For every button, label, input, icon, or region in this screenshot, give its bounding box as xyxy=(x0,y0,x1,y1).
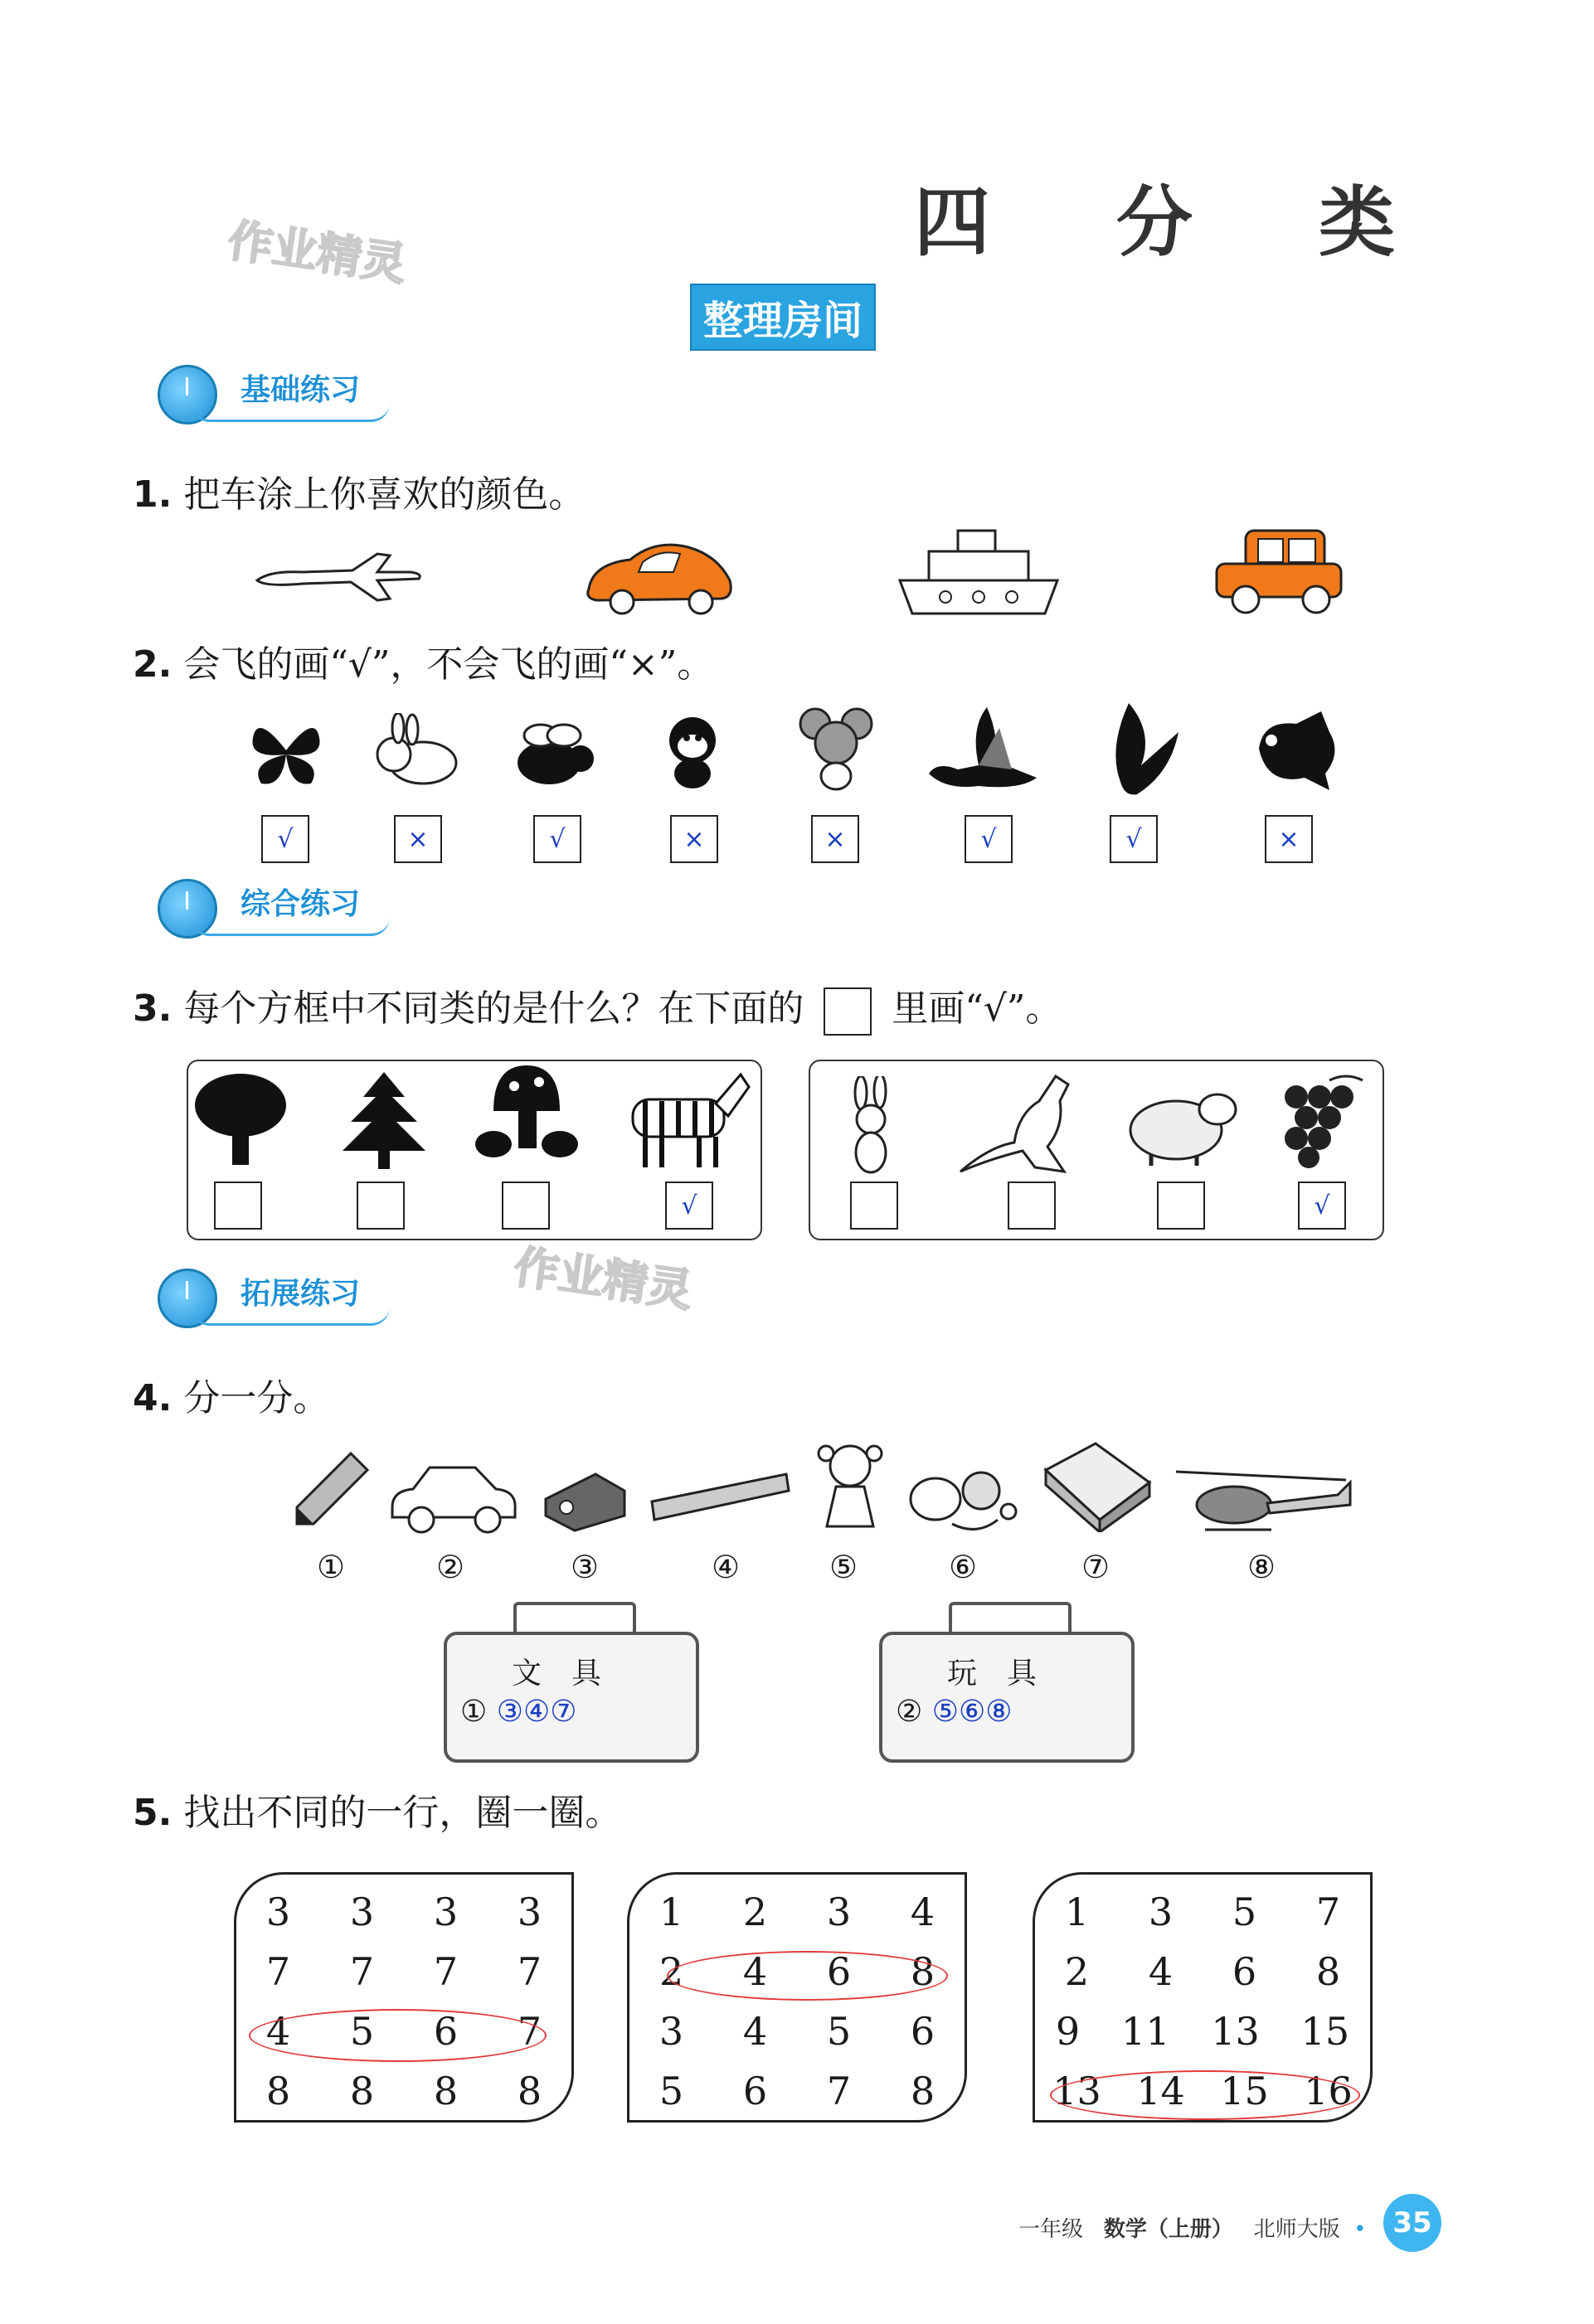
unit-title: 四 分 类 xyxy=(913,178,1445,267)
number-row[interactable]: 5 6 7 8 xyxy=(658,2069,936,2113)
mouse-icon xyxy=(795,703,877,794)
swallow-icon xyxy=(1093,696,1184,800)
tree-icon xyxy=(191,1070,290,1169)
section-label: 拓展练习 xyxy=(241,1277,361,1311)
sheep-icon xyxy=(1124,1078,1240,1169)
pine-tree-icon xyxy=(336,1065,431,1173)
answer-box[interactable]: √ xyxy=(533,815,581,863)
lesson-title: 整理房间 xyxy=(690,284,876,351)
pencil-icon xyxy=(290,1447,373,1530)
item-label: ⑥ xyxy=(949,1549,978,1585)
number-row[interactable]: 1 3 5 7 xyxy=(1064,1890,1341,1934)
answer-box[interactable] xyxy=(1008,1181,1056,1230)
edition: 北师大版 xyxy=(1253,2217,1340,2242)
number-row[interactable]: 2 4 6 8 xyxy=(658,1949,936,1994)
item-label: ⑤ xyxy=(829,1549,858,1585)
answer-circle xyxy=(249,2009,547,2062)
section-badge-basic xyxy=(133,355,406,429)
watermark: 作业精灵 xyxy=(225,214,410,291)
number-row[interactable]: 13 14 15 16 xyxy=(1052,2069,1353,2113)
answer-box[interactable] xyxy=(357,1181,405,1230)
sharpener-icon xyxy=(539,1463,630,1534)
bee-icon xyxy=(508,717,599,792)
footer: 一年级 数学（上册） 北师大版 • xyxy=(1018,2217,1367,2242)
given-item: ② xyxy=(896,1695,923,1729)
question-2: 2. 会飞的画“√”，不会飞的画“×”。 xyxy=(133,643,714,686)
toys-case xyxy=(879,1632,1135,1763)
answer-box[interactable]: √ xyxy=(261,815,309,863)
doll-icon xyxy=(809,1434,892,1538)
section-badge-comprehensive xyxy=(133,869,406,944)
car-icon[interactable] xyxy=(1213,518,1345,618)
answer-box[interactable] xyxy=(214,1181,262,1230)
number-row[interactable]: 3 4 5 6 xyxy=(658,2009,936,2054)
number-row[interactable]: 8 8 8 8 xyxy=(265,2069,542,2113)
number-box-3 xyxy=(1033,1872,1373,2123)
number-row[interactable]: 3 3 3 3 xyxy=(265,1890,542,1934)
number-row[interactable]: 2 4 6 8 xyxy=(1064,1949,1341,1994)
goose-icon xyxy=(921,701,1045,800)
watermark: 作业精灵 xyxy=(511,1240,696,1317)
number-box-2 xyxy=(627,1872,967,2123)
answer-box[interactable]: × xyxy=(1265,815,1313,863)
toy-chick-icon xyxy=(900,1451,1024,1542)
rabbit-icon xyxy=(369,709,460,792)
butterfly-icon xyxy=(245,709,328,792)
answer-box[interactable]: √ xyxy=(1298,1181,1346,1230)
answer-box[interactable]: √ xyxy=(965,815,1013,863)
toy-car-icon xyxy=(381,1455,522,1538)
stationery-case xyxy=(444,1632,699,1763)
ship-icon xyxy=(896,518,1062,622)
question-3: 3. 每个方框中不同类的是什么？在下面的 里画“√”。 xyxy=(133,978,1062,1036)
kangaroo-icon xyxy=(954,1065,1086,1177)
car-icon[interactable] xyxy=(581,531,738,622)
ruler-icon xyxy=(647,1468,792,1526)
answer-box[interactable] xyxy=(502,1181,550,1230)
page-number: 35 xyxy=(1383,2194,1441,2252)
answer-box[interactable]: √ xyxy=(1110,815,1158,863)
number-row[interactable]: 9 11 13 15 xyxy=(1055,2009,1350,2054)
item-label: ④ xyxy=(712,1549,741,1585)
section-badge-extended xyxy=(133,1259,406,1333)
helicopter-icon xyxy=(1169,1459,1360,1538)
mushroom-icon xyxy=(473,1061,581,1173)
question-5: 5. 找出不同的一行，圈一圈。 xyxy=(133,1792,622,1834)
grade: 一年级 xyxy=(1018,2217,1084,2242)
section-label: 综合练习 xyxy=(241,887,361,921)
section-label: 基础练习 xyxy=(241,373,361,407)
zebra-icon xyxy=(622,1064,755,1172)
answer-box[interactable] xyxy=(850,1181,898,1230)
rabbit-icon xyxy=(838,1074,904,1177)
monkey-icon xyxy=(651,709,734,792)
answer-box[interactable]: × xyxy=(670,815,718,863)
subject: 数学（上册） xyxy=(1103,2217,1233,2242)
answer-circle xyxy=(667,1951,948,2001)
answer-box[interactable] xyxy=(1157,1181,1205,1230)
answer-box[interactable]: × xyxy=(394,815,442,863)
answer-items[interactable]: ③④⑦ xyxy=(496,1695,577,1729)
answer-box[interactable]: × xyxy=(811,815,859,863)
item-label: ⑧ xyxy=(1247,1549,1276,1585)
case-title: 玩具 xyxy=(946,1657,1067,1691)
number-box-1 xyxy=(234,1872,574,2123)
number-row[interactable]: 1 2 3 4 xyxy=(658,1890,936,1934)
airplane-icon xyxy=(249,543,431,609)
item-label: ③ xyxy=(571,1549,600,1585)
item-label: ② xyxy=(436,1549,465,1585)
fish-icon xyxy=(1244,705,1344,796)
number-row[interactable]: 7 7 7 7 xyxy=(265,1949,542,1994)
number-row[interactable]: 4 5 6 7 xyxy=(265,2009,542,2054)
answer-items[interactable]: ⑤⑥⑧ xyxy=(931,1695,1013,1729)
given-item: ① xyxy=(460,1695,488,1729)
answer-box[interactable]: √ xyxy=(665,1181,713,1230)
pencil-case-icon xyxy=(1035,1434,1155,1534)
answer-circle xyxy=(1050,2070,1360,2120)
question-4: 4. 分一分。 xyxy=(133,1377,330,1419)
case-title: 文具 xyxy=(511,1657,631,1691)
item-label: ⑦ xyxy=(1081,1549,1110,1585)
item-label: ① xyxy=(317,1549,346,1585)
answer-box-sample xyxy=(824,987,872,1036)
grapes-icon xyxy=(1269,1065,1368,1173)
question-1: 1. 把车涂上你喜欢的颜色。 xyxy=(133,473,586,516)
